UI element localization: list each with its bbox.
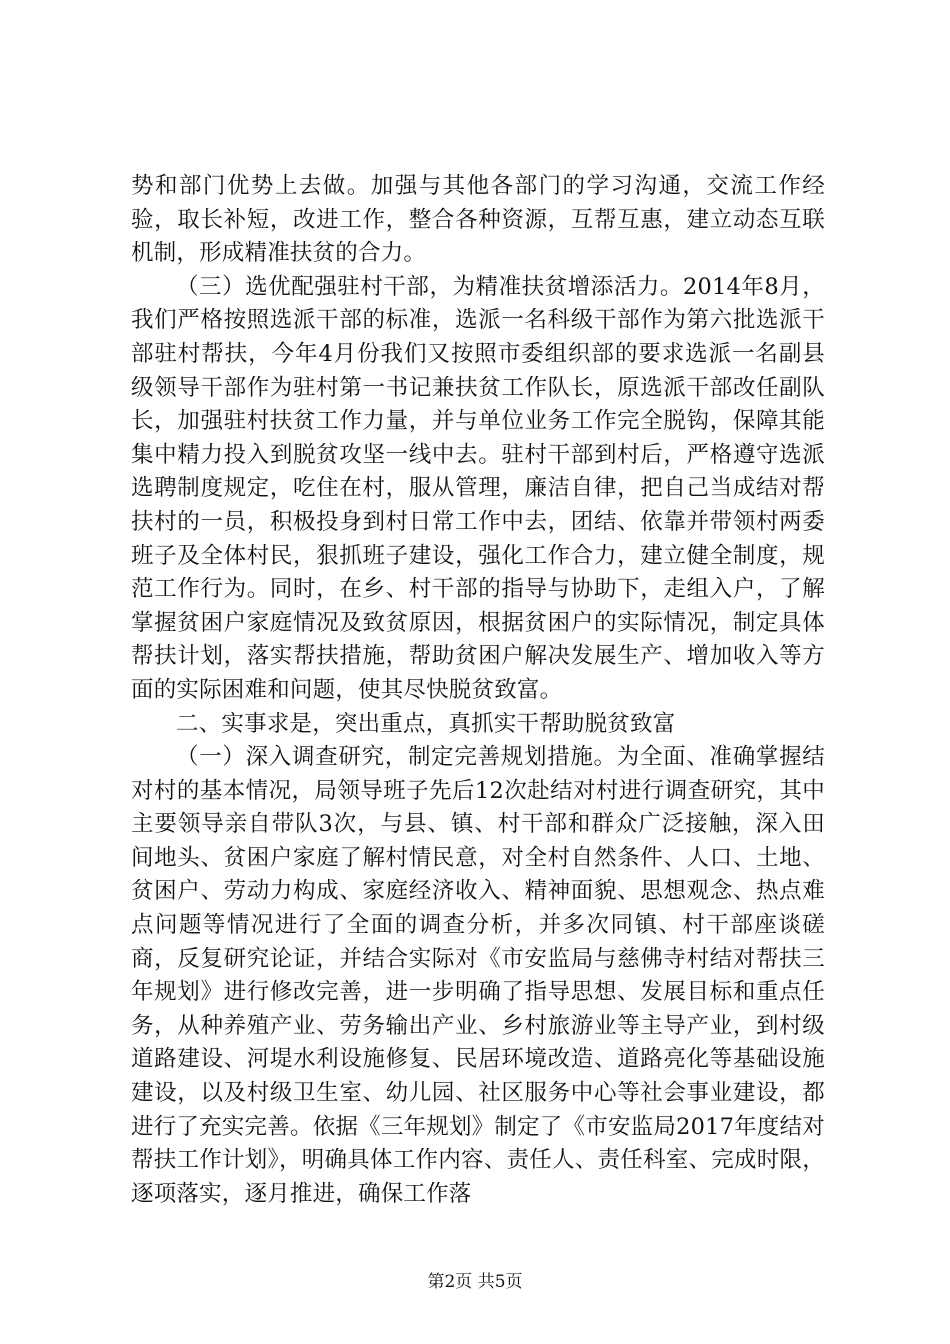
- document-body: [131, 170, 825, 1211]
- section-heading-two: 二、实事求是，突出重点，真抓实干帮助脱贫致富: [176, 710, 676, 737]
- paragraph-continuation: 势和部门优势上去做。加强与其他各部门的学习沟通，交流工作经验，取长补短，改进工作，整合各种资源，互帮互惠，建立动态互联机制，形成精准扶贫的合力。: [131, 173, 825, 267]
- page-number-footer: 第2页 共5页: [427, 1272, 523, 1292]
- paragraph-section-three: （三）选优配强驻村干部，为精准扶贫增添活力。2014年8月，我们严格按照选派干部的标准，选派一名科级干部作为第六批选派干部驻村帮扶，今年4月份我们又按照市委组织部的要求选派一名副县级领导干部作为驻村第一书记兼扶贫工作队长，原选派干部改任副队长，加强驻村扶贫工作力量，并与单位业务工作完全脱钩，保障其能集中精力投入到脱贫攻坚一线中去。驻村干部到村后，严格遵守选派选聘制度规定，吃住在村，服从管理，廉洁自律，把自己当成结对帮扶村的一员，积极投身到村日常工作中去，团结、依靠并带领村两委班子及全体村民，狠抓班子建设，强化工作合力，建立健全制度，规范工作行为。同时，在乡、村干部的指导与协助下，走组入户，了解掌握贫困户家庭情况及致贫原因，根据贫困户的实际情况，制定具体帮扶计划，落实帮扶措施，帮助贫困户解决发展生产、增加收入等方面的实际困难和问题，使其尽快脱贫致富。: [131, 273, 825, 703]
- paragraph-subsection-one: （一）深入调查研究，制定完善规划措施。为全面、准确掌握结对村的基本情况，局领导班子先后12次赴结对村进行调查研究，其中主要领导亲自带队3次，与县、镇、村干部和群众广泛接触，深入田间地头、贫困户家庭了解村情民意，对全村自然条件、人口、土地、贫困户、劳动力构成、家庭经济收入、精神面貌、思想观念、热点难点问题等情况进行了全面的调查分析，并多次同镇、村干部座谈磋商，反复研究论证，并结合实际对《市安监局与慈佛寺村结对帮扶三年规划》进行修改完善，进一步明确了指导思想、发展目标和重点任务，从种养殖产业、劳务输出产业、乡村旅游业等主导产业，到村级道路建设、河堤水利设施修复、民居环境改造、道路亮化等基础设施建设，以及村级卫生室、幼儿园、社区服务中心等社会事业建设，都进行了充实完善。依据《三年规划》制定了《市安监局2017年度结对帮扶工作计划》，明确具体工作内容、责任人、责任科室、完成时限，逐项落实，逐月推进，确保工作落: [131, 744, 825, 1207]
